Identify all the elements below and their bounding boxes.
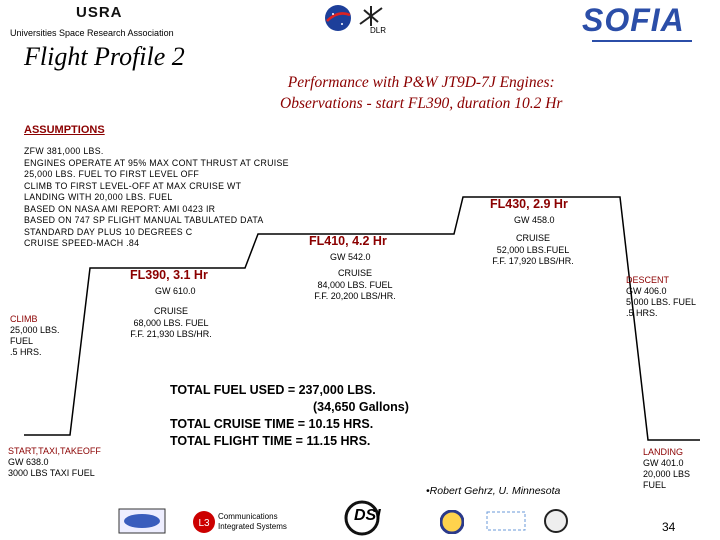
fl430-cruise-line: F.F. 17,920 LBS/HR. [492, 256, 574, 266]
fl390-gw: GW 610.0 [155, 286, 196, 296]
fl390-cruise-line: F.F. 21,930 LBS/HR. [130, 329, 212, 339]
fl430-label: FL430, 2.9 Hr [490, 197, 568, 211]
climb-title: CLIMB [10, 314, 38, 324]
dsi-logo: DSI [354, 507, 381, 524]
start-line: 3000 LBS TAXI FUEL [8, 468, 95, 478]
fl390-cruise [116, 306, 226, 341]
assumption-line: BASED ON 747 SP FLIGHT MANUAL TABULATED DATA [24, 215, 264, 225]
assumption-line: BASED ON NASA AMI REPORT: AMI 0423 IR [24, 203, 216, 214]
assumption-line: LANDING WITH 20,000 LBS. FUEL [24, 192, 173, 202]
start-title: START,TAXI,TAKEOFF [8, 446, 101, 456]
descent-line: GW 406.0 [626, 286, 667, 296]
fl430-cruise-line: 52,000 LBS.FUEL [496, 244, 570, 255]
climb-line: FUEL [10, 336, 34, 346]
author-credit: •Robert Gehrz, U. Minnesota [426, 485, 561, 497]
l3-logo-icon [192, 509, 216, 535]
assumptions-heading: ASSUMPTIONS [24, 124, 105, 136]
usra-logo: USRA [76, 4, 123, 21]
total-fuel: TOTAL FUEL USED = 237,000 LBS. [170, 383, 376, 397]
assumption-line: STANDARD DAY PLUS 10 DEGREES C [24, 226, 193, 237]
descent-title: DESCENT [626, 275, 670, 285]
nasa-footer-logo [118, 508, 166, 534]
total-flight-time: TOTAL FLIGHT TIME = 11.15 HRS. [170, 434, 371, 448]
total-cruise-time: TOTAL CRUISE TIME = 10.15 HRS. [170, 417, 374, 431]
assumption-line: CLIMB TO FIRST LEVEL-OFF AT MAX CRUISE WT [24, 180, 242, 191]
fl430-gw: GW 458.0 [514, 215, 555, 225]
totals-block [170, 382, 409, 450]
assumption-line: CRUISE SPEED-MACH .84 [24, 238, 140, 248]
fl430-cruise [478, 233, 588, 268]
start-block [8, 446, 101, 479]
start-line: GW 638.0 [8, 457, 49, 467]
page-number: 34 [662, 520, 676, 534]
l3-logo-text [218, 512, 287, 532]
fl410-gw: GW 542.0 [330, 252, 371, 262]
fl410-cruise-line: CRUISE [337, 268, 372, 278]
landing-title: LANDING [643, 447, 684, 457]
fl390-cruise-line: 68,000 LBS. FUEL [133, 317, 209, 328]
subtitle-line-1: Performance with P&W JT9D-7J Engines: [287, 74, 555, 91]
descent-block [626, 275, 696, 319]
total-gallons: (34,650 Gallons) [313, 400, 409, 414]
climb-line: 25,000 LBS. [10, 325, 60, 335]
fl410-label: FL410, 4.2 Hr [309, 234, 387, 248]
assumption-line: 25,000 LBS. FUEL TO FIRST LEVEL OFF [24, 169, 200, 179]
fl390-cruise-line: CRUISE [153, 306, 188, 316]
fl410-cruise-line: 84,000 LBS. FUEL [317, 279, 393, 290]
descent-line: 5,000 LBS. FUEL [626, 297, 697, 307]
l3-text-line: Integrated Systems [218, 522, 287, 531]
institute-logo-icon [486, 510, 526, 534]
fl430-cruise-line: CRUISE [515, 233, 550, 243]
subtitle-line-2: Observations - start FL390, duration 10.2 Hr [280, 95, 563, 112]
climb-block [10, 314, 60, 358]
climb-line: .5 HRS. [10, 347, 42, 357]
dlr-logo-text: DLR [370, 26, 387, 35]
fl410-cruise-line: F.F. 20,200 LBS/HR. [314, 291, 396, 301]
landing-line: 20,000 LBS [643, 469, 691, 479]
emblem-icon [544, 508, 568, 534]
descent-line: .5 HRS. [626, 308, 658, 318]
landing-block [643, 447, 690, 491]
l3-text-line: Communications [218, 512, 278, 521]
assumption-line: ZFW 381,000 LBS. [24, 146, 104, 156]
fl390-label: FL390, 3.1 Hr [130, 268, 208, 282]
slide-title: Flight Profile 2 [24, 42, 185, 71]
usra-org-name: Universities Space Research Association [10, 28, 174, 38]
landing-line: FUEL [643, 480, 667, 490]
assumption-line: ENGINES OPERATE AT 95% MAX CONT THRUST AT CRUISE [24, 157, 289, 168]
landing-line: GW 401.0 [643, 458, 684, 468]
fl410-cruise [300, 268, 410, 303]
sofia-logo: SOFIA [582, 2, 685, 38]
svg-text:L3: L3 [198, 518, 210, 529]
seal-icon [440, 510, 464, 534]
